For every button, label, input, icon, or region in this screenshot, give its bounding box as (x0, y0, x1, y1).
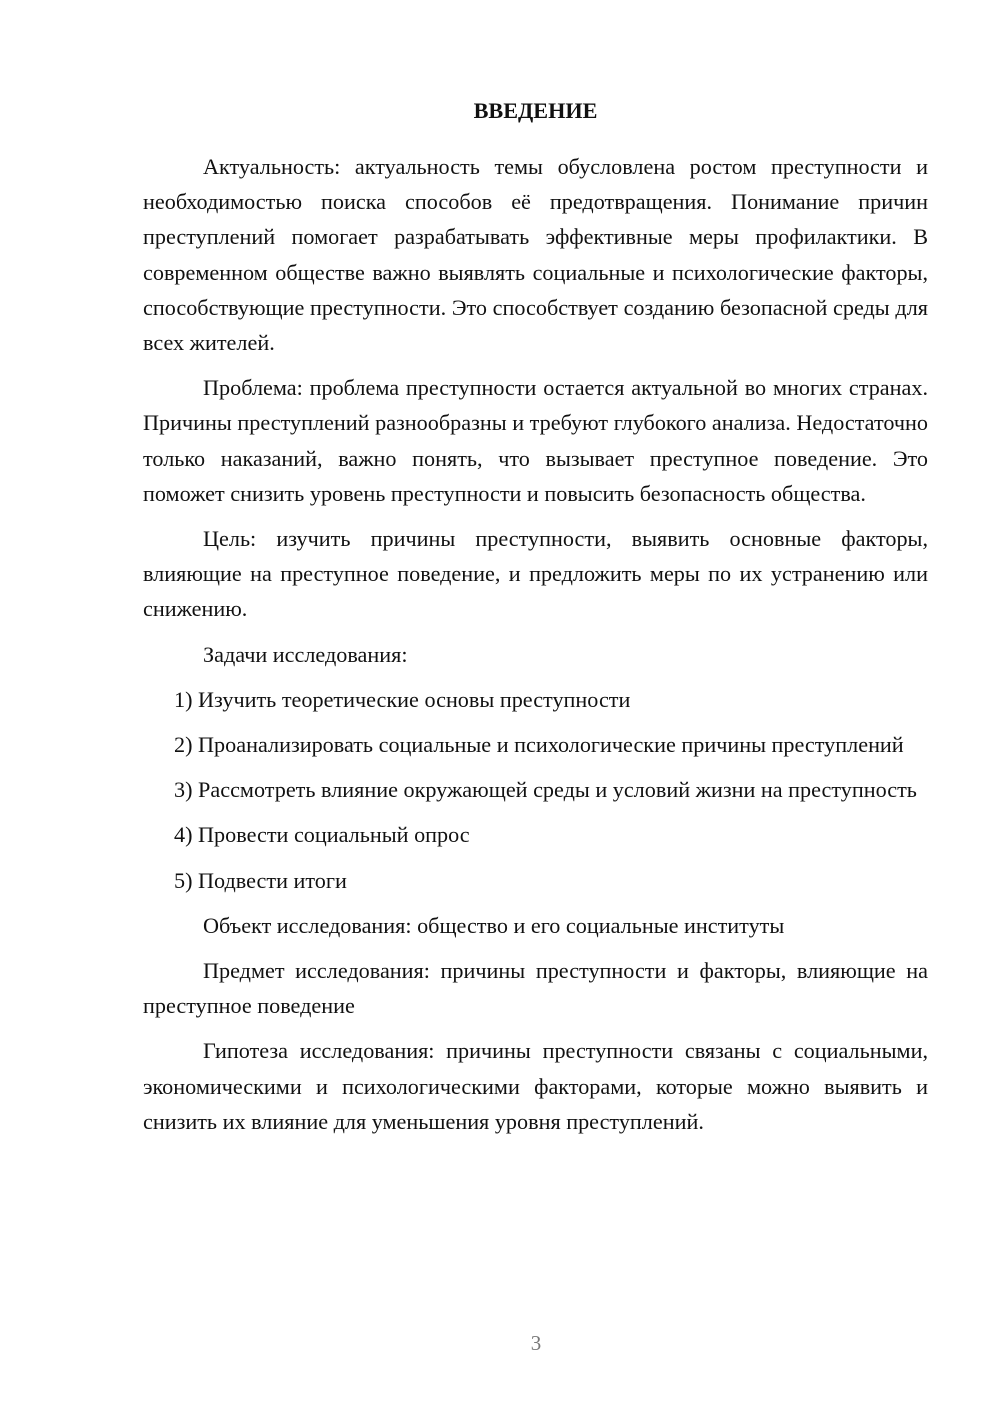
task-item-2: 2) Проанализировать социальные и психологические причины преступлений (174, 732, 904, 758)
page-title: ВВЕДЕНИЕ (473, 98, 598, 123)
page-number: 3 (530, 1331, 542, 1355)
problem-paragraph: Проблема: проблема преступности остается актуальной во многих странах. Причины преступлений разнообразны и требуют глубокого анализа. Недостаточно только наказаний, важно понять, что вызывает преступное поведение. Это поможет снизить уровень преступности и повысить безопасность общества. (143, 375, 928, 506)
research-hypothesis: Гипотеза исследования: причины преступности связаны с социальными, экономическими и психологическими факторами, которые можно выявить и снизить их влияние для уменьшения уровня преступлений. (143, 1038, 928, 1134)
task-item-5: 5) Подвести итоги (174, 867, 347, 893)
research-subject: Предмет исследования: причины преступности и факторы, влияющие на преступное поведение (143, 958, 928, 1019)
tasks-heading: Задачи исследования: (203, 641, 408, 667)
task-item-4: 4) Провести социальный опрос (174, 822, 470, 848)
task-item-1: 1) Изучить теоретические основы преступности (174, 686, 631, 712)
research-object: Объект исследования: общество и его социальные институты (203, 912, 785, 938)
document-page (143, 92, 928, 1149)
goal-paragraph: Цель: изучить причины преступности, выявить основные факторы, влияющие на преступное поведение, и предложить меры по их устранению или снижению. (143, 526, 928, 622)
task-item-3: 3) Рассмотреть влияние окружающей среды и условий жизни на преступность (174, 777, 917, 803)
relevance-paragraph: Актуальность: актуальность темы обусловлена ростом преступности и необходимостью поиска способов её предотвращения. Понимание причин преступлений помогает разрабатывать эффективные меры профилактики. В современном обществе важно выявлять социальные и психологические факторы, способствующие преступности. Это способствует созданию безопасной среды для всех жителей. (143, 154, 928, 356)
